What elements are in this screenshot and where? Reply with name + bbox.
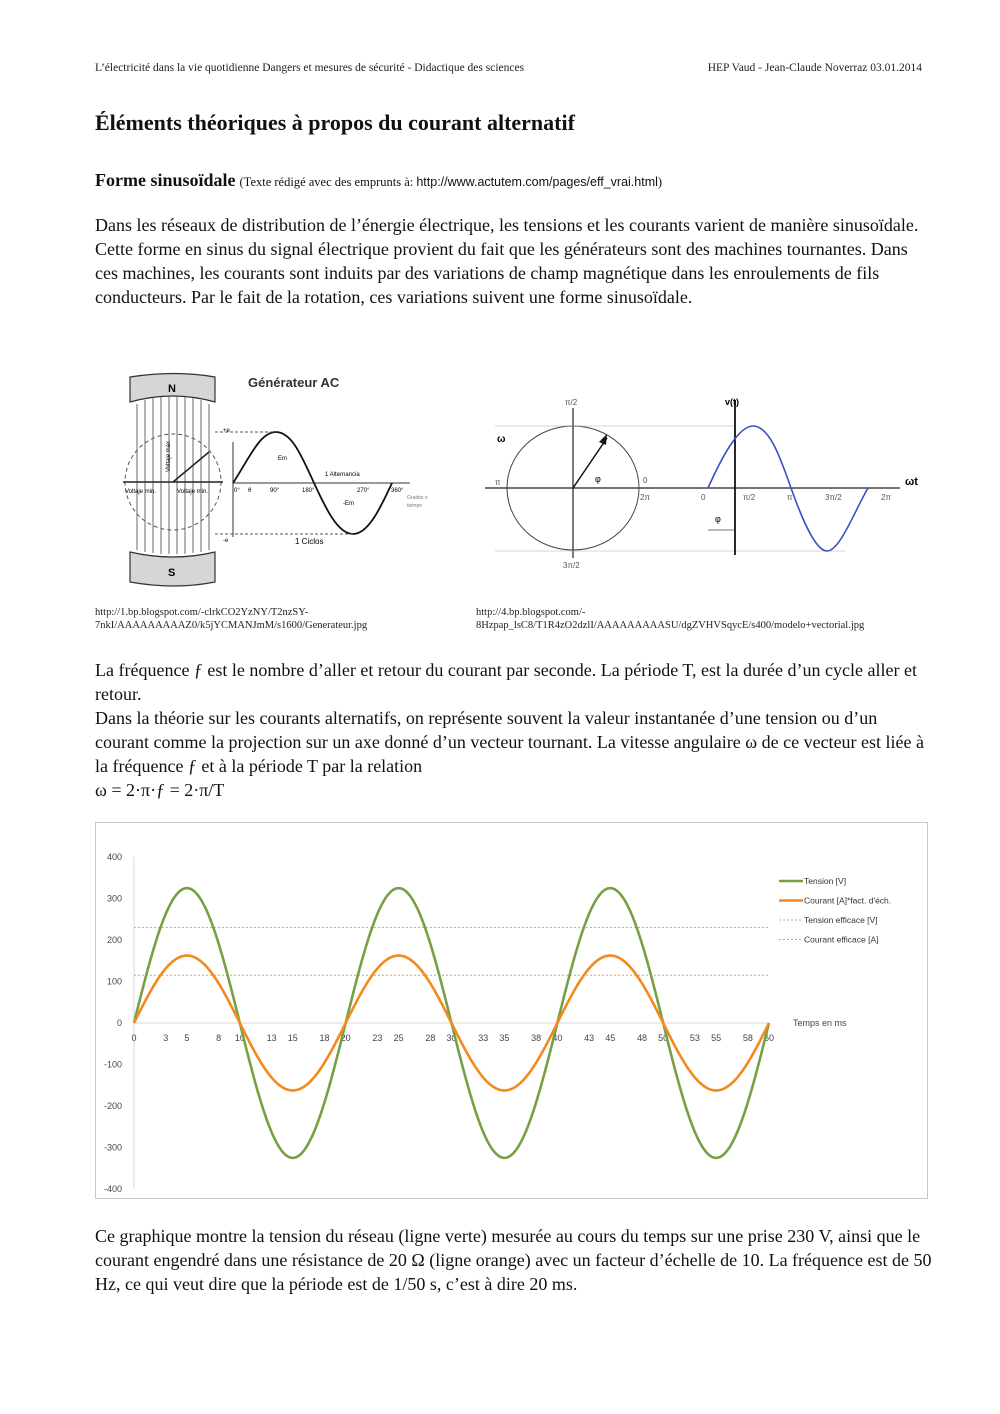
tick-pi: π (787, 493, 793, 502)
y-tick-label: 300 (106, 893, 122, 904)
caption-left (95, 606, 367, 632)
y-tick-label: -300 (103, 1142, 122, 1153)
deg-180: 180° (302, 488, 315, 494)
conclusion-paragraph (95, 1224, 935, 1296)
x-tick-label: 0 (131, 1033, 137, 1043)
caption-left-line2: 7nkI/AAAAAAAAAZ0/k5jYCMANJmM/s1600/Generateur.jpg (95, 620, 368, 631)
frequency-paragraph (95, 658, 935, 802)
x-tick-label: 50 (658, 1033, 669, 1043)
label-pi: π (495, 478, 501, 487)
x-tick-label: 5 (184, 1033, 190, 1043)
caption-right-line1: http://4.bp.blogspot.com/- (476, 607, 586, 618)
voltage-max-label: Voltaje máx (166, 440, 172, 472)
x-tick-label: 30 (446, 1033, 457, 1043)
ac-generator-figure (95, 362, 428, 597)
rotating-vector (173, 452, 209, 482)
x-tick-label: 35 (499, 1033, 510, 1043)
ciclos-label: 1 Ciclos (295, 537, 324, 546)
field-lines (137, 397, 209, 554)
deg-90: 90° (270, 488, 280, 494)
plus-e: +e (223, 428, 230, 434)
x-tick-label: 48 (636, 1033, 648, 1043)
y-tick-label: 400 (106, 852, 122, 862)
deg-360: 360° (391, 488, 404, 494)
x-tick-label: 20 (340, 1033, 351, 1043)
label-3pi-half: 3π/2 (563, 561, 580, 570)
x-tick-label: 45 (605, 1033, 616, 1043)
minus-em-label: -Em (343, 501, 354, 507)
frequency-text-2: Dans la théorie sur les courants alternatifs, on représente souvent la valeur instantanée d’une tension ou d’un courant comme la projection sur un axe donné d’un vecteur tournant. La vitesse angulaire ω de ce vecteur est liée à la fréquence ƒ et à la période T par la relation (95, 708, 925, 776)
section-note: (Texte rédigé avec des emprunts à: (239, 175, 417, 189)
tick-3pi-half: 3π/2 (825, 493, 842, 502)
section-note-end: ) (657, 175, 663, 189)
tick-pi-half: π/2 (743, 493, 756, 502)
x-tick-label: 3 (163, 1033, 169, 1043)
intro-text: Dans les réseaux de distribution de l’énergie électrique, les tensions et les courants varient de manière sinusoïdale. Cette forme en sinus du signal électrique provient du fait que les générateurs sont des machines tournantes. Dans ces machines, les courants sont induits par des variations de champ magnétique dans les enroulements de fils conducteurs. Par le fait de la rotation, ces variations suivent une forme sinusoïdale. (95, 215, 919, 307)
x-tick-label: 15 (287, 1033, 298, 1043)
y-tick-label: -200 (103, 1101, 122, 1111)
x-tick-label: 33 (478, 1033, 489, 1043)
x-tick-label: 18 (319, 1033, 330, 1043)
running-header-left: L’électricité dans la vie quotidienne Dangers et mesures de sécurité - Didactique des sciences (95, 62, 525, 74)
tiempo-label: tiempo (407, 503, 423, 509)
caption-right-line2: 8Hzpap_lsC8/T1R4zO2dzlI/AAAAAAAAASU/dgZVHVSqycE/s400/modelo+vectorial.jpg (476, 620, 865, 631)
caption-right (476, 606, 864, 632)
caption-left-line1: http://1.bp.blogspot.com/-clrkCO2YzNY/T2nzSY- (95, 607, 309, 618)
minus-e: -e (223, 538, 229, 544)
phasor-vector (573, 438, 607, 488)
y-tick-label: -100 (103, 1059, 122, 1070)
north-label: N (168, 383, 176, 395)
generator-title: Générateur AC (248, 375, 340, 390)
y-tick-label: 100 (106, 976, 122, 987)
conclusion-text: Ce graphique montre la tension du réseau (ligne verte) mesurée au cours du temps sur une prise 230 V, ainsi que le courant engendré dans une résistance de 20 Ω (ligne orange) avec un facteur d’échelle de 10. La fréquence est de 50 Hz, ce qui veut dire que la période est de 1/50 s, c’est à dire 20 ms. (95, 1226, 932, 1294)
x-tick-label: 10 (234, 1033, 245, 1043)
x-tick-label: 55 (711, 1033, 722, 1043)
x-tick-label: 38 (531, 1033, 542, 1043)
chart-svg (96, 823, 927, 1198)
legend-label: Courant [A]*fact. d'éch. (804, 895, 892, 906)
running-header-right: HEP Vaud - Jean-Claude Noverraz 03.01.2014 (707, 62, 922, 74)
tick-0: 0 (701, 493, 706, 502)
deg-0: 0° (234, 488, 240, 494)
label-phi: φ (595, 474, 601, 484)
em-label: Em (278, 456, 287, 462)
frequency-text-1: La fréquence ƒ est le nombre d’aller et retour du courant par seconde. La période T, est la durée d’un cycle aller et retour. (95, 660, 917, 704)
label-omega-t: ωt (905, 476, 918, 488)
alternancia-label: 1 Alternancia (325, 472, 360, 478)
x-tick-label: 13 (266, 1033, 277, 1043)
x-tick-label: 25 (393, 1033, 404, 1043)
x-tick-label: 58 (742, 1033, 753, 1043)
phasor-figure (485, 390, 930, 570)
intro-paragraph (95, 213, 935, 309)
x-tick-label: 40 (552, 1033, 563, 1043)
x-tick-label: 43 (584, 1033, 595, 1043)
theta-label: θ (248, 488, 252, 494)
voltage-current-chart (95, 822, 928, 1199)
x-tick-label: 28 (425, 1033, 436, 1043)
y-tick-label: -400 (103, 1184, 122, 1194)
section-heading (95, 170, 662, 191)
voltage-min-left: Voltaje min. (125, 489, 157, 495)
legend-label: Courant efficace [A] (804, 934, 879, 945)
y-tick-label: 0 (116, 1018, 122, 1028)
label-vt: v(t) (725, 397, 739, 407)
x-tick-label: 23 (372, 1033, 383, 1043)
legend-label: Tension efficace [V] (804, 915, 878, 925)
label-omega: ω (497, 434, 506, 445)
tick-2pi: 2π (881, 493, 891, 502)
label-pi-half: π/2 (565, 398, 578, 407)
x-tick-label: 8 (216, 1033, 222, 1043)
grados-label: Grados o (407, 495, 428, 501)
deg-270: 270° (357, 488, 370, 494)
y-tick-label: 200 (106, 935, 122, 945)
legend-label: Tension [V] (804, 876, 847, 886)
source-link[interactable]: http://www.actutem.com/pages/eff_vrai.html (416, 175, 658, 189)
label-zero: 0 (643, 476, 648, 485)
page-title: Éléments théoriques à propos du courant alternatif (95, 110, 575, 135)
section-title: Forme sinusoïdale (95, 170, 236, 190)
label-2pi: 2π (640, 493, 650, 502)
voltage-min-right: Voltaje min. (177, 489, 209, 495)
south-label: S (168, 567, 176, 579)
x-axis-title: Temps en ms (793, 1018, 847, 1028)
x-tick-label: 60 (763, 1033, 775, 1043)
phase-phi: φ (715, 514, 721, 524)
x-tick-label: 53 (689, 1033, 700, 1043)
omega-formula: ω = 2·π·ƒ = 2·π/T (95, 780, 225, 800)
